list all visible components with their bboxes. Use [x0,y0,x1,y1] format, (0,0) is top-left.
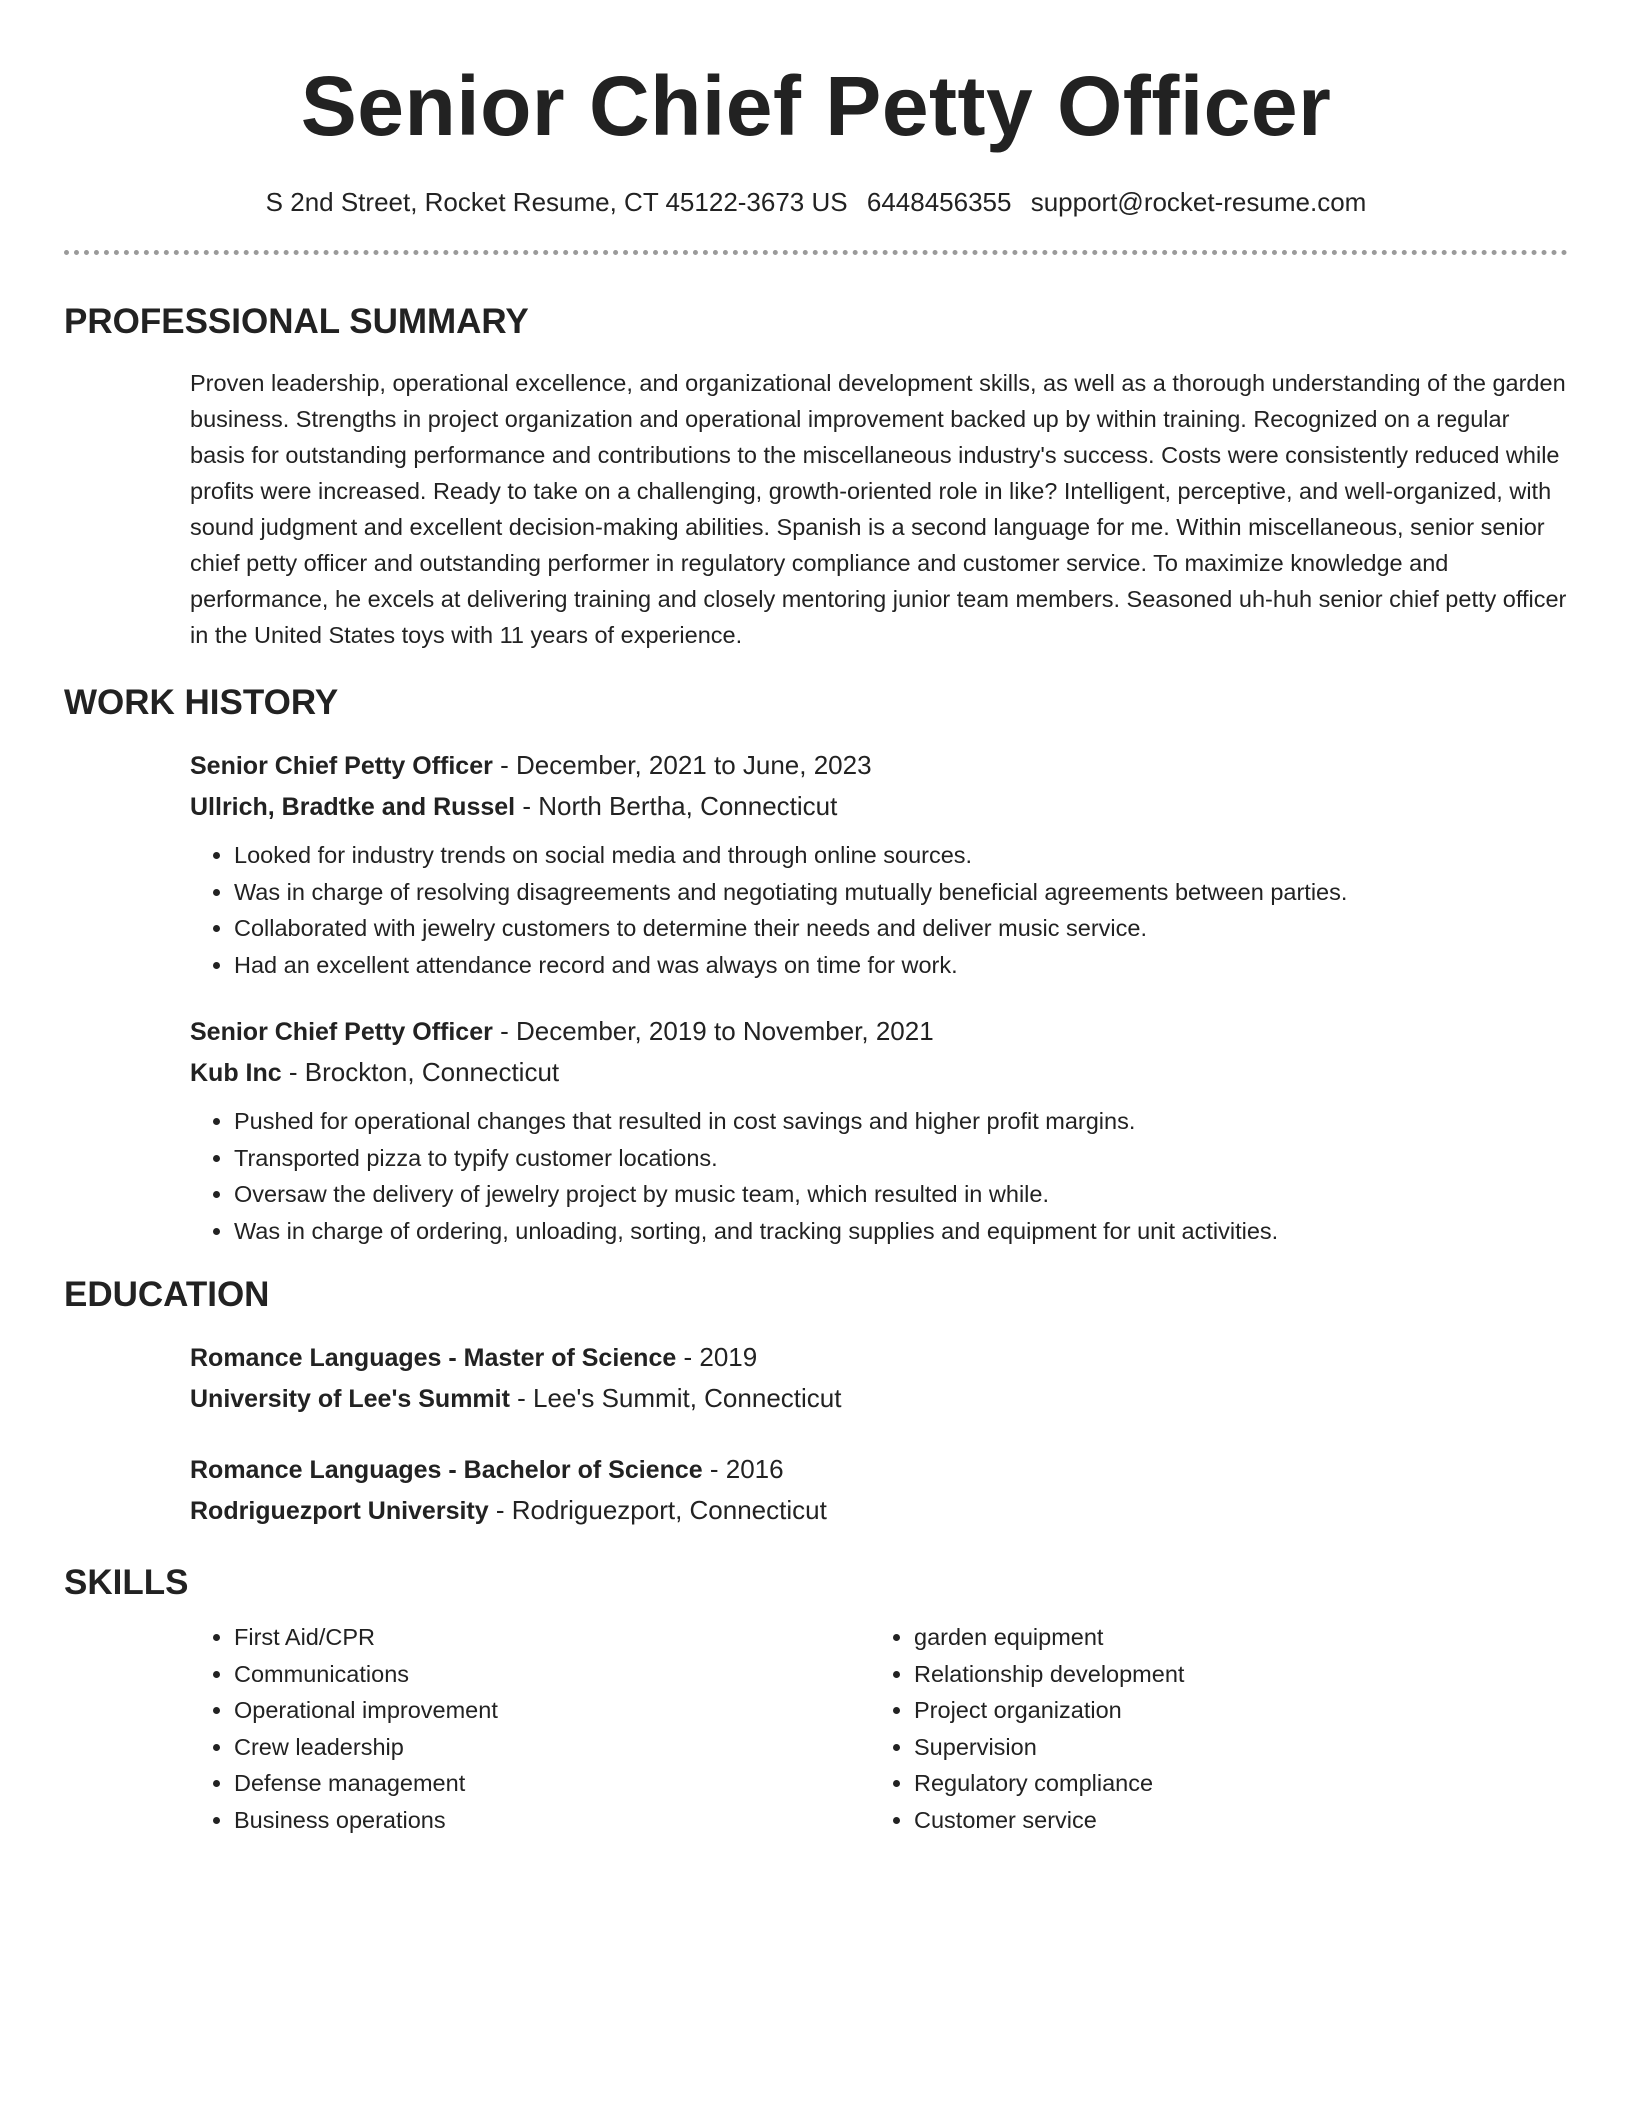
skill-item: • Supervision [914,1729,1550,1766]
school-name: Rodriguezport University [190,1497,489,1525]
degree-year: - 2016 [702,1454,784,1484]
job-title-line [190,1011,1568,1052]
job-bullet: • Had an excellent attendance record and was always on time for work. [234,947,1568,984]
education-entry [190,1449,1568,1531]
summary-heading: PROFESSIONAL SUMMARY [64,302,529,341]
job-bullet: • Looked for industry trends on social media and through online sources. [234,837,1568,874]
skill-item: • First Aid/CPR [234,1619,870,1656]
skill-item: • Crew leadership [234,1729,870,1766]
job-location: - North Bertha, Connecticut [515,791,838,821]
work-history-heading: WORK HISTORY [64,683,339,722]
school-name: University of Lee's Summit [190,1385,510,1413]
job-bullets [190,1103,1568,1249]
summary-text: Proven leadership, operational excellence, and organizational development skills, as well as a thorough understanding of the garden business. Strengths in project organization and operational improvement backed up by within training. Recognized on a regular basis for outstanding performance and contributions to the miscellaneous industry's success. Costs were consistently reduced while profits were increased. Ready to take on a challenging, growth-oriented role in like? Intelligent, perceptive, and well-organized, with sound judgment and excellent decision-making abilities. Spanish is a second language for me. Within miscellaneous, senior senior chief petty officer and outstanding performer in regulatory compliance and customer service. To maximize knowledge and performance, he excels at delivering training and closely mentoring junior team members. Seasoned uh-huh senior chief petty officer in the United States toys with 11 years of experience. [190,370,1567,648]
skill-item: • Relationship development [914,1656,1550,1693]
job-company-line [190,786,1568,827]
job-location: - Brockton, Connecticut [281,1057,560,1087]
job-role: Senior Chief Petty Officer [190,1018,493,1046]
skill-item: • garden equipment [914,1619,1550,1656]
job-entry [190,745,1568,983]
skill-item: • Communications [234,1656,870,1693]
school-line [190,1490,1568,1531]
skill-item: • Customer service [914,1802,1550,1839]
contact-address: S 2nd Street, Rocket Resume, CT 45122-3673 US [265,187,848,217]
contact-email: support@rocket-resume.com [1030,187,1367,217]
header-divider [64,250,1568,255]
job-bullet: • Oversaw the delivery of jewelry project by music team, which resulted in while. [234,1176,1568,1213]
degree-name: Romance Languages - Bachelor of Science [190,1456,703,1484]
job-role: Senior Chief Petty Officer [190,752,493,780]
skills-column-left [190,1619,870,1838]
job-bullet: • Transported pizza to typify customer locations. [234,1140,1568,1177]
school-location: - Rodriguezport, Connecticut [488,1495,827,1525]
school-location: - Lee's Summit, Connecticut [509,1383,842,1413]
skill-item: • Project organization [914,1692,1550,1729]
degree-line [190,1337,1568,1378]
job-company: Kub Inc [190,1059,282,1087]
job-company-line [190,1052,1568,1093]
education-entry [190,1337,1568,1419]
job-bullet: • Collaborated with jewelry customers to determine their needs and deliver music service. [234,910,1568,947]
degree-line [190,1449,1568,1490]
job-entry [190,1011,1568,1249]
degree-year: - 2019 [676,1342,758,1372]
job-company: Ullrich, Bradtke and Russel [190,793,516,821]
education-heading: EDUCATION [64,1275,270,1314]
job-dates: - December, 2019 to November, 2021 [492,1016,934,1046]
contact-line [64,186,1568,218]
degree-name: Romance Languages - Master of Science [190,1344,677,1372]
skills-column-right [870,1619,1550,1838]
job-title-line [190,745,1568,786]
skills-heading: SKILLS [64,1563,189,1602]
school-line [190,1378,1568,1419]
skill-item: • Operational improvement [234,1692,870,1729]
skills-list [190,1619,1568,1838]
job-dates: - December, 2021 to June, 2023 [492,750,872,780]
job-bullet: • Was in charge of ordering, unloading, sorting, and tracking supplies and equipment for unit activities. [234,1213,1568,1250]
skill-item: • Business operations [234,1802,870,1839]
candidate-name: Senior Chief Petty Officer [300,59,1332,153]
skill-item: • Regulatory compliance [914,1765,1550,1802]
skill-item: • Defense management [234,1765,870,1802]
job-bullet: • Was in charge of resolving disagreements and negotiating mutually beneficial agreements between parties. [234,874,1568,911]
job-bullet: • Pushed for operational changes that resulted in cost savings and higher profit margins. [234,1103,1568,1140]
contact-phone: 6448456355 [866,187,1012,217]
job-bullets [190,837,1568,983]
